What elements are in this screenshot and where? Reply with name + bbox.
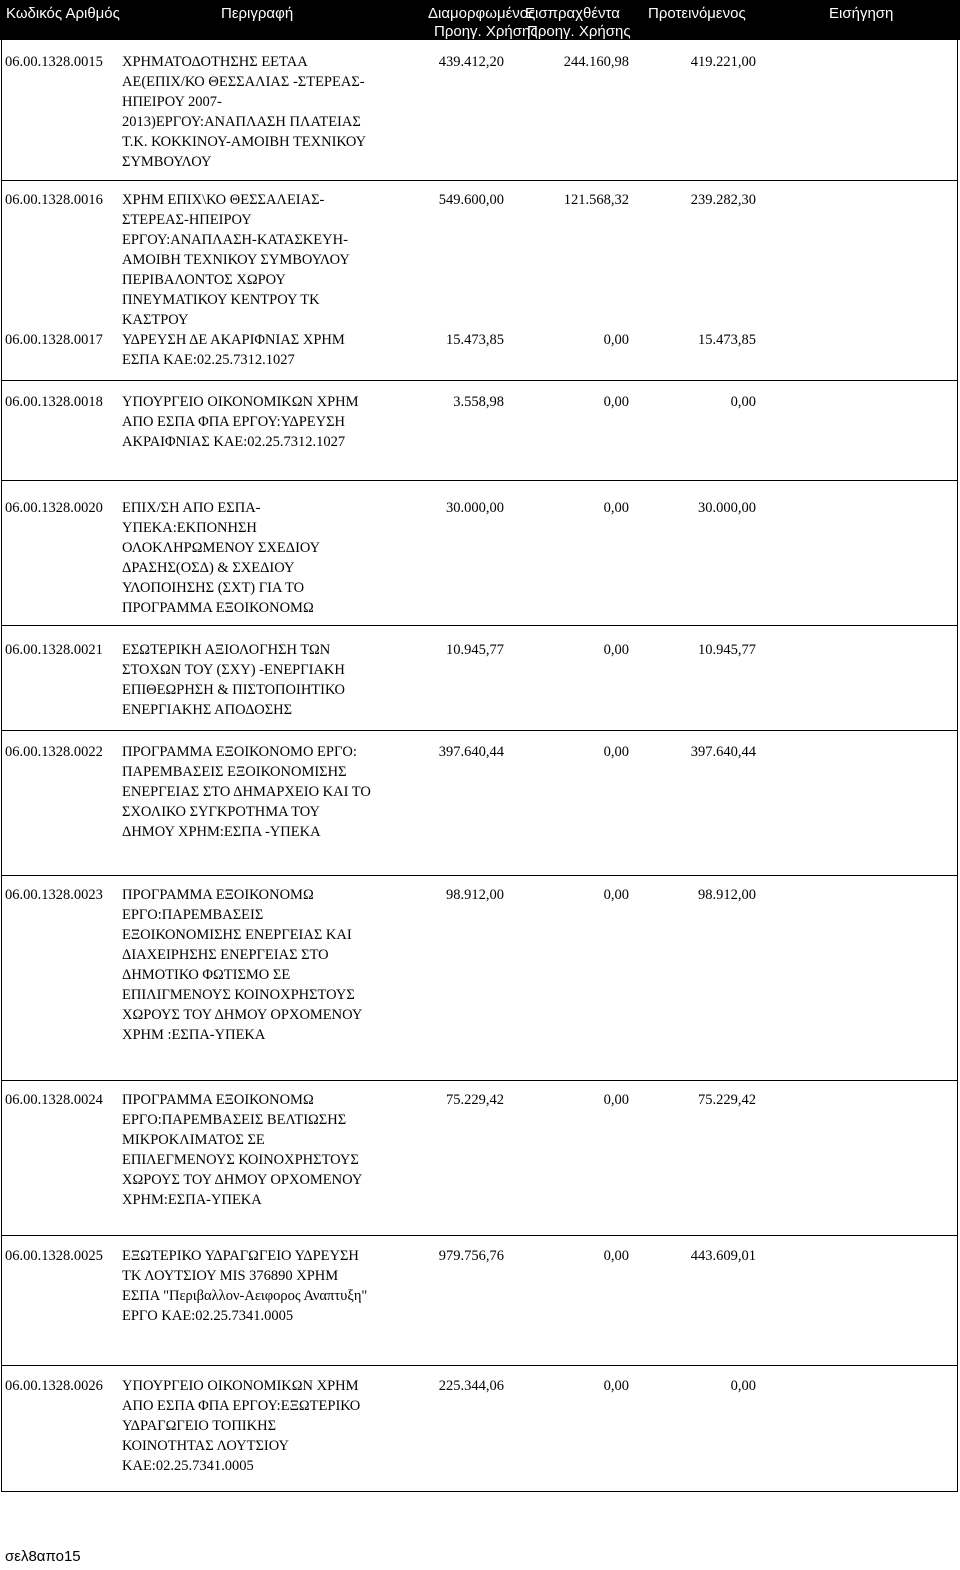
row-divider	[1, 380, 958, 381]
description-line: ΕΣΩΤΕΡΙΚΗ ΑΞΙΟΛΟΓΗΣΗ ΤΩΝ	[122, 642, 331, 658]
amount-proposed: 15.473,85	[698, 332, 756, 348]
description-line: ΠΡΟΓΡΑΜΜΑ ΕΞΟΙΚΟΝΟΜΩ	[122, 1092, 314, 1108]
row-code: 06.00.1328.0023	[5, 887, 103, 903]
row-divider	[1, 625, 958, 626]
description-line: ΠΡΟΓΡΑΜΜΑ ΕΞΟΙΚΟΝΟΜΩ	[122, 600, 314, 616]
description-line: ΥΔΡΑΓΩΓΕΙΟ ΤΟΠΙΚΗΣ	[122, 1418, 277, 1434]
amount-collected: 0,00	[603, 642, 629, 658]
description-line: ΟΛΟΚΛΗΡΩΜΕΝΟΥ ΣΧΕΔΙΟΥ	[122, 540, 321, 556]
header-description: Περιγραφή	[221, 5, 294, 22]
row-code: 06.00.1328.0026	[5, 1378, 103, 1394]
row-divider	[1, 1365, 958, 1366]
row-code: 06.00.1328.0021	[5, 642, 103, 658]
amount-formed: 3.558,98	[453, 394, 504, 410]
row-description	[122, 330, 397, 370]
row-description	[122, 1376, 397, 1476]
description-line: ΧΡΗΜΑΤΟΔΟΤΗΣΗΣ ΕΕΤΑΑ	[122, 54, 308, 70]
description-line: 2013)ΕΡΓΟΥ:ΑΝΑΠΛΑΣΗ ΠΛΑΤΕΙΑΣ	[122, 114, 361, 130]
amount-collected: 0,00	[603, 500, 629, 516]
amount-formed: 30.000,00	[446, 500, 504, 516]
header-recommendation: Εισήγηση	[829, 5, 894, 22]
description-line: ΣΥΜΒΟΥΛΟΥ	[122, 154, 212, 170]
description-line: ΕΞΟΙΚΟΝΟΜΙΣΗΣ ΕΝΕΡΓΕΙΑΣ ΚΑΙ	[122, 927, 352, 943]
amount-proposed: 0,00	[730, 394, 756, 410]
description-line: ΕΝΕΡΓΕΙΑΣ ΣΤΟ ΔΗΜΑΡΧΕΙΟ ΚΑΙ ΤΟ	[122, 784, 371, 800]
page-footer: σελ8απο15	[5, 1548, 81, 1565]
row-divider	[1, 480, 958, 481]
amount-formed: 439.412,20	[438, 54, 504, 70]
description-line: ΕΣΠΑ ΚΑΕ:02.25.7312.1027	[122, 352, 295, 368]
amount-collected: 0,00	[603, 1248, 629, 1264]
row-code: 06.00.1328.0018	[5, 394, 103, 410]
row-code: 06.00.1328.0024	[5, 1092, 103, 1108]
amount-collected: 0,00	[603, 744, 629, 760]
row-divider	[1, 1080, 958, 1081]
description-line: ΠΑΡΕΜΒΑΣΕΙΣ ΕΞΟΙΚΟΝΟΜΙΣΗΣ	[122, 764, 347, 780]
amount-collected: 0,00	[603, 394, 629, 410]
row-divider	[1, 180, 958, 181]
description-line: ΕΞΩΤΕΡΙΚΟ ΥΔΡΑΓΩΓΕΙΟ ΥΔΡΕΥΣΗ	[122, 1248, 359, 1264]
description-line: ΑΜΟΙΒΗ ΤΕΧΝΙΚΟΥ ΣΥΜΒΟΥΛΟΥ	[122, 252, 350, 268]
amount-proposed: 0,00	[730, 1378, 756, 1394]
description-line: ΧΡΗΜ ΕΠΙΧ\ΚΟ ΘΕΣΣΑΛΕΙΑΣ-	[122, 192, 325, 208]
amount-formed: 15.473,85	[446, 332, 504, 348]
description-line: ΣΧΟΛΙΚΟ ΣΥΓΚΡΟΤΗΜΑ ΤΟΥ	[122, 804, 320, 820]
description-line: ΥΔΡΕΥΣΗ ΔΕ ΑΚΑΡΙΦΝΙΑΣ ΧΡΗΜ	[122, 332, 345, 348]
description-line: ΕΣΠΑ "Περιβαλλον-Αειφορος Αναπτυξη"	[122, 1288, 368, 1304]
row-description	[122, 885, 397, 1045]
header-collected-line2: Προηγ. Χρήσης	[527, 23, 631, 40]
description-line: ΑΕ(ΕΠΙΧ/ΚΟ ΘΕΣΣΑΛΙΑΣ -ΣΤΕΡΕΑΣ-	[122, 74, 365, 90]
description-line: ΠΡΟΓΡΑΜΜΑ ΕΞΟΙΚΟΝΟΜΩ	[122, 887, 314, 903]
amount-proposed: 239.282,30	[690, 192, 756, 208]
row-description	[122, 52, 397, 172]
description-line: ΕΡΓΟ ΚΑΕ:02.25.7341.0005	[122, 1308, 294, 1324]
description-line: ΔΗΜΟΤΙΚΟ ΦΩΤΙΣΜΟ ΣΕ	[122, 967, 291, 983]
amount-collected: 121.568,32	[563, 192, 629, 208]
amount-collected: 0,00	[603, 887, 629, 903]
description-line: ΕΝΕΡΓΙΑΚΗΣ ΑΠΟΔΟΣΗΣ	[122, 702, 293, 718]
description-line: ΗΠΕΙΡΟΥ 2007-	[122, 94, 222, 110]
header-proposed: Προτεινόμενος	[648, 5, 746, 22]
description-line: ΚΟΙΝΟΤΗΤΑΣ ΛΟΥΤΣΙΟΥ	[122, 1438, 289, 1454]
amount-proposed: 419.221,00	[690, 54, 756, 70]
description-line: ΠΝΕΥΜΑΤΙΚΟΥ ΚΕΝΤΡΟΥ ΤΚ	[122, 292, 320, 308]
description-line: ΕΡΓΟ:ΠΑΡΕΜΒΑΣΕΙΣ ΒΕΛΤΙΩΣΗΣ	[122, 1112, 347, 1128]
description-line: ΧΡΗΜ :ΕΣΠΑ-ΥΠΕΚΑ	[122, 1027, 266, 1043]
description-line: ΕΡΓΟΥ:ΑΝΑΠΛΑΣΗ-ΚΑΤΑΣΚΕΥΗ-	[122, 232, 348, 248]
amount-proposed: 397.640,44	[690, 744, 756, 760]
row-code: 06.00.1328.0020	[5, 500, 103, 516]
row-description	[122, 190, 397, 330]
description-line: Τ.Κ. ΚΟΚΚΙΝΟΥ-ΑΜΟΙΒΗ ΤΕΧΝΙΚΟΥ	[122, 134, 367, 150]
row-divider	[1, 875, 958, 876]
row-code: 06.00.1328.0016	[5, 192, 103, 208]
header-formed-line2: Προηγ. Χρήσης	[434, 23, 538, 40]
description-line: ΔΡΑΣΗΣ(ΟΣΔ) & ΣΧΕΔΙΟΥ	[122, 560, 295, 576]
row-code: 06.00.1328.0025	[5, 1248, 103, 1264]
amount-formed: 225.344,06	[438, 1378, 504, 1394]
amount-proposed: 75.229,42	[698, 1092, 756, 1108]
row-divider	[1, 730, 958, 731]
amount-formed: 10.945,77	[446, 642, 504, 658]
description-line: ΕΠΙΘΕΩΡΗΣΗ & ΠΙΣΤΟΠΟΙΗΤΙΚΟ	[122, 682, 345, 698]
amount-collected: 0,00	[603, 332, 629, 348]
description-line: ΚΑΕ:02.25.7341.0005	[122, 1458, 254, 1474]
description-line: ΤΚ ΛΟΥΤΣΙΟΥ MIS 376890 ΧΡΗΜ	[122, 1268, 339, 1284]
amount-proposed: 443.609,01	[690, 1248, 756, 1264]
description-line: ΕΠΙΛΙΓΜΕΝΟΥΣ ΚΟΙΝΟΧΡΗΣΤΟΥΣ	[122, 987, 355, 1003]
description-line: ΣΤΕΡΕΑΣ-ΗΠΕΙΡΟΥ	[122, 212, 252, 228]
row-description	[122, 1090, 397, 1210]
row-description	[122, 1246, 397, 1326]
description-line: ΧΡΗΜ:ΕΣΠΑ-ΥΠΕΚΑ	[122, 1192, 262, 1208]
row-code: 06.00.1328.0017	[5, 332, 103, 348]
row-divider	[1, 1235, 958, 1236]
description-line: ΥΠΟΥΡΓΕΙΟ ΟΙΚΟΝΟΜΙΚΩΝ ΧΡΗΜ	[122, 394, 359, 410]
description-line: ΜΙΚΡΟΚΛΙΜΑΤΟΣ ΣΕ	[122, 1132, 265, 1148]
row-description	[122, 392, 397, 452]
description-line: ΥΠΕΚΑ:ΕΚΠΟΝΗΣΗ	[122, 520, 257, 536]
description-line: ΑΚΡΑΙΦΝΙΑΣ ΚΑΕ:02.25.7312.1027	[122, 434, 346, 450]
description-line: ΥΠΟΥΡΓΕΙΟ ΟΙΚΟΝΟΜΙΚΩΝ ΧΡΗΜ	[122, 1378, 359, 1394]
description-line: ΥΛΟΠΟΙΗΣΗΣ (ΣΧΤ) ΓΙΑ ΤΟ	[122, 580, 305, 596]
row-description	[122, 742, 397, 842]
row-description	[122, 640, 397, 720]
row-code: 06.00.1328.0022	[5, 744, 103, 760]
description-line: ΕΠΙΛΕΓΜΕΝΟΥΣ ΚΟΙΝΟΧΡΗΣΤΟΥΣ	[122, 1152, 359, 1168]
description-line: ΠΕΡΙΒΑΛΟΝΤΟΣ ΧΩΡΟΥ	[122, 272, 286, 288]
description-line: ΕΠΙΧ/ΣΗ ΑΠΟ ΕΣΠΑ-	[122, 500, 261, 516]
amount-proposed: 98.912,00	[698, 887, 756, 903]
row-code: 06.00.1328.0015	[5, 54, 103, 70]
row-description	[122, 498, 397, 618]
description-line: ΔΙΑΧΕΙΡΗΣΗΣ ΕΝΕΡΓΕΙΑΣ ΣΤΟ	[122, 947, 329, 963]
description-line: ΑΠΟ ΕΣΠΑ ΦΠΑ ΕΡΓΟΥ:ΕΞΩΤΕΡΙΚΟ	[122, 1398, 361, 1414]
amount-collected: 244.160,98	[563, 54, 629, 70]
description-line: ΑΠΟ ΕΣΠΑ ΦΠΑ ΕΡΓΟΥ:ΥΔΡΕΥΣΗ	[122, 414, 345, 430]
description-line: ΚΑΣΤΡΟΥ	[122, 312, 189, 328]
amount-proposed: 10.945,77	[698, 642, 756, 658]
amount-proposed: 30.000,00	[698, 500, 756, 516]
amount-collected: 0,00	[603, 1378, 629, 1394]
description-line: ΧΩΡΟΥΣ ΤΟΥ ΔΗΜΟΥ ΟΡΧΟΜΕΝΟΥ	[122, 1007, 363, 1023]
description-line: ΧΩΡΟΥΣ ΤΟΥ ΔΗΜΟΥ ΟΡΧΟΜΕΝΟΥ	[122, 1172, 363, 1188]
amount-formed: 75.229,42	[446, 1092, 504, 1108]
description-line: ΕΡΓΟ:ΠΑΡΕΜΒΑΣΕΙΣ	[122, 907, 264, 923]
amount-formed: 549.600,00	[438, 192, 504, 208]
amount-formed: 397.640,44	[438, 744, 504, 760]
header-formed-line1: Διαμορφωμένος	[428, 5, 536, 22]
amount-collected: 0,00	[603, 1092, 629, 1108]
header-code: Κωδικός Αριθμός	[6, 5, 120, 22]
description-line: ΔΗΜΟΥ ΧΡΗΜ:ΕΣΠΑ -ΥΠΕΚΑ	[122, 824, 321, 840]
amount-formed: 98.912,00	[446, 887, 504, 903]
header-collected-line1: Εισπραχθέντα	[525, 5, 620, 22]
description-line: ΠΡΟΓΡΑΜΜΑ ΕΞΟΙΚΟΝΟΜΟ ΕΡΓΟ:	[122, 744, 357, 760]
amount-formed: 979.756,76	[438, 1248, 504, 1264]
description-line: ΣΤΟΧΩΝ ΤΟΥ (ΣΧΥ) -ΕΝΕΡΓΙΑΚΗ	[122, 662, 345, 678]
table-header	[0, 0, 960, 40]
